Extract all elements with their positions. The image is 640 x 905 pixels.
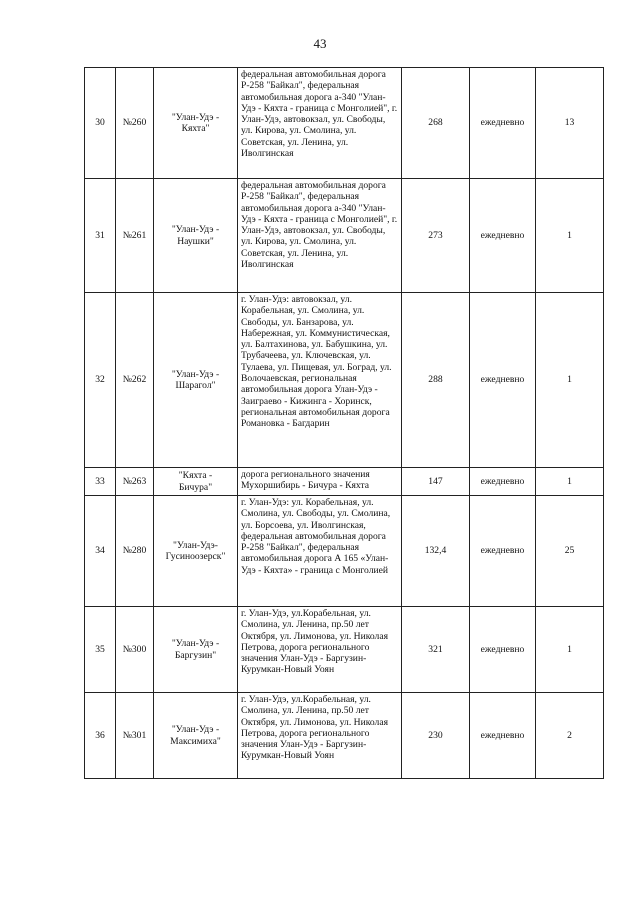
route-path-cell: дорога регионального значения Мухоршибирь - Бичура - Кяхта	[238, 468, 402, 496]
route-path-cell: г. Улан-Удэ: ул. Корабельная, ул. Смолина, ул. Свободы, ул. Смолина, ул. Борсоева, ул. Иволгинская, федеральная автомобильная дорога Р-258 "Байкал", федеральная автомобильная дорога А 165 «Улан-Удэ - Кяхта» - граница с Монголией	[238, 496, 402, 607]
route-frequency-cell: ежедневно	[470, 179, 536, 293]
route-number-cell: 34	[85, 496, 116, 607]
table-row	[85, 607, 604, 693]
table-row	[85, 68, 604, 179]
route-trips-cell: 1	[536, 293, 604, 468]
table-row	[85, 693, 604, 779]
route-trips-cell: 1	[536, 607, 604, 693]
route-distance-cell: 321	[402, 607, 470, 693]
route-trips-cell: 13	[536, 68, 604, 179]
route-code-cell: №261	[116, 179, 154, 293]
route-distance-cell: 132,4	[402, 496, 470, 607]
table-row	[85, 293, 604, 468]
route-code-cell: №260	[116, 68, 154, 179]
route-distance-cell: 147	[402, 468, 470, 496]
route-path-cell: г. Улан-Удэ, ул.Корабельная, ул. Смолина, ул. Ленина, пр.50 лет Октября, ул. Лимонова, ул. Николая Петрова, дорога регионального значения Улан-Удэ - Баргузин-Курумкан-Новый Уоян	[238, 607, 402, 693]
route-path-cell: г. Улан-Удэ, ул.Корабельная, ул. Смолина, ул. Ленина, пр.50 лет Октября, ул. Лимонова, ул. Николая Петрова, дорога регионального значения Улан-Удэ - Баргузин-Курумкан-Новый Уоян	[238, 693, 402, 779]
route-frequency-cell: ежедневно	[470, 293, 536, 468]
table-row	[85, 468, 604, 496]
route-code-cell: №280	[116, 496, 154, 607]
route-code-cell: №300	[116, 607, 154, 693]
table-row	[85, 496, 604, 607]
route-frequency-cell: ежедневно	[470, 68, 536, 179]
route-frequency-cell: ежедневно	[470, 693, 536, 779]
route-number-cell: 36	[85, 693, 116, 779]
route-frequency-cell: ежедневно	[470, 496, 536, 607]
route-name-cell: "Улан-Удэ - Максимиха"	[154, 693, 238, 779]
route-trips-cell: 25	[536, 496, 604, 607]
route-path-cell: федеральная автомобильная дорога Р-258 "Байкал", федеральная автомобильная дорога а-340 "Улан-Удэ - Кяхта - граница с Монголией", г. Улан-Удэ, автовокзал, ул. Свободы, ул. Кирова, ул. Смолина, ул. Советская, ул. Ленина, ул. Иволгинская	[238, 179, 402, 293]
routes-table-body	[85, 68, 604, 779]
route-name-cell: "Улан-Удэ - Баргузин"	[154, 607, 238, 693]
table-row	[85, 179, 604, 293]
route-code-cell: №263	[116, 468, 154, 496]
route-distance-cell: 288	[402, 293, 470, 468]
route-frequency-cell: ежедневно	[470, 468, 536, 496]
route-number-cell: 33	[85, 468, 116, 496]
route-number-cell: 35	[85, 607, 116, 693]
route-name-cell: "Улан-Удэ- Гусиноозерск"	[154, 496, 238, 607]
page-number: 43	[313, 36, 327, 51]
route-name-cell: "Улан-Удэ - Шарагол"	[154, 293, 238, 468]
route-number-cell: 30	[85, 68, 116, 179]
route-path-cell: федеральная автомобильная дорога Р-258 "Байкал", федеральная автомобильная дорога а-340 "Улан-Удэ - Кяхта - граница с Монголией", г. Улан-Удэ, автовокзал, ул. Свободы, ул. Кирова, ул. Смолина, ул. Советская, ул. Ленина, ул. Иволгинская	[238, 68, 402, 179]
route-code-cell: №301	[116, 693, 154, 779]
route-path-cell: г. Улан-Удэ: автовокзал, ул. Корабельная, ул. Смолина, ул. Свободы, ул. Банзарова, ул. Набережная, ул. Коммунистическая, ул. Балтахинова, ул. Бабушкина, ул. Трубачеева, ул. Ключевская, ул. Тулаева, ул. Пищевая, ул. Боград, ул. Волочаевская, региональная автомобильная дорога Улан-Удэ - Заиграево - Кижинга - Хоринск, региональная автомобильная дорога Романовка - Багдарин	[238, 293, 402, 468]
routes-table	[84, 67, 604, 779]
route-distance-cell: 268	[402, 68, 470, 179]
route-frequency-cell: ежедневно	[470, 607, 536, 693]
route-trips-cell: 1	[536, 468, 604, 496]
route-trips-cell: 1	[536, 179, 604, 293]
route-name-cell: "Улан-Удэ - Наушки"	[154, 179, 238, 293]
route-name-cell: "Кяхта - Бичура"	[154, 468, 238, 496]
route-distance-cell: 273	[402, 179, 470, 293]
route-name-cell: "Улан-Удэ - Кяхта"	[154, 68, 238, 179]
route-number-cell: 31	[85, 179, 116, 293]
route-code-cell: №262	[116, 293, 154, 468]
route-distance-cell: 230	[402, 693, 470, 779]
route-number-cell: 32	[85, 293, 116, 468]
route-trips-cell: 2	[536, 693, 604, 779]
